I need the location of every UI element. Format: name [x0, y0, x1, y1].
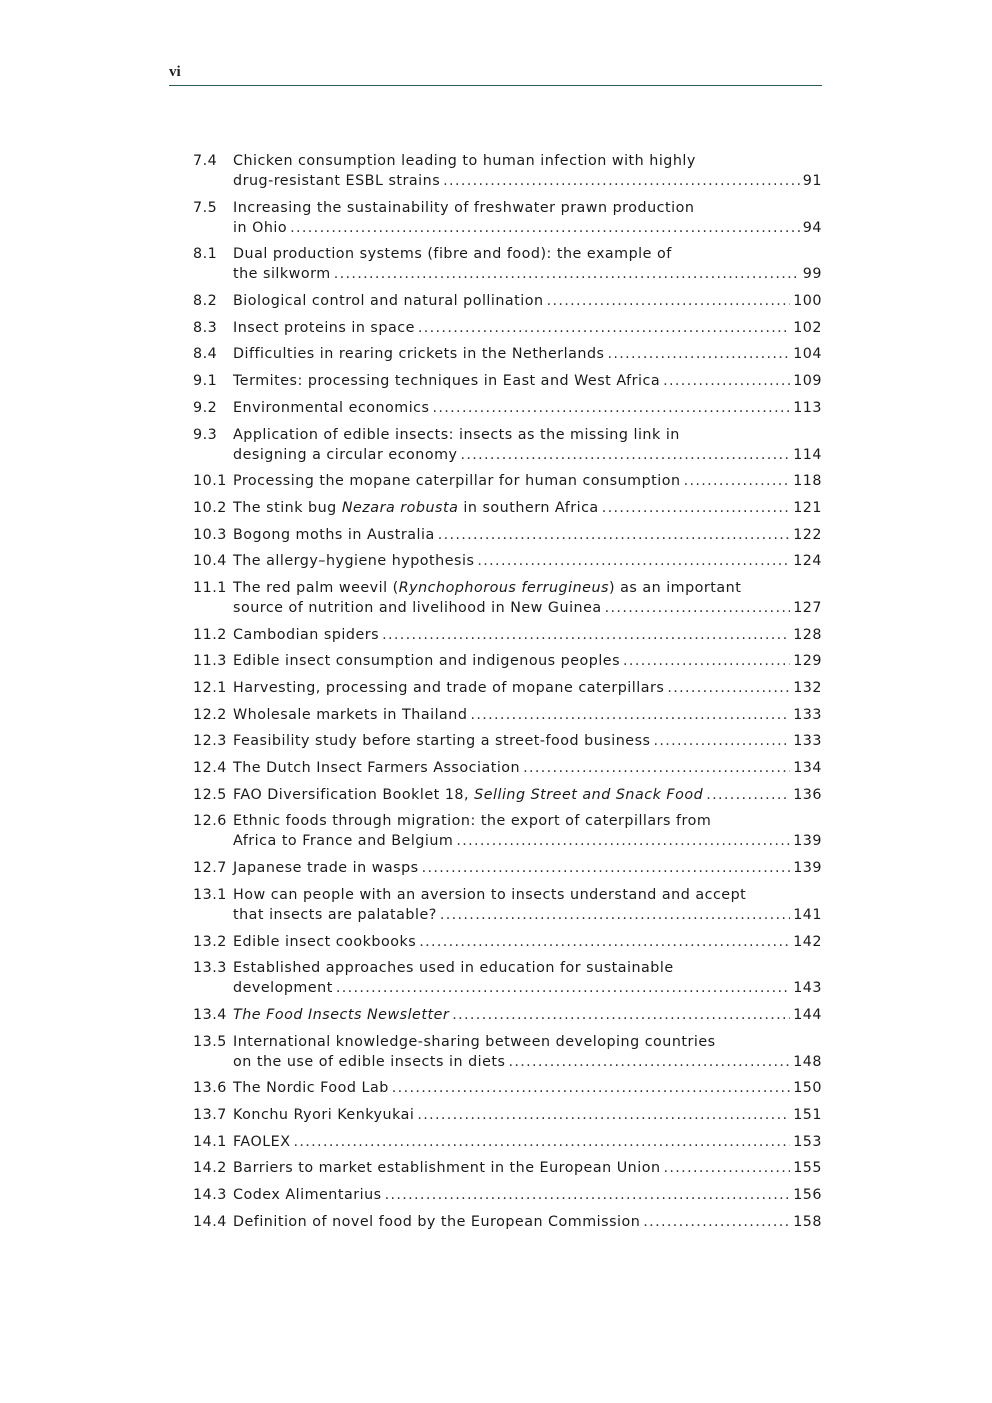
entry-title	[233, 551, 474, 571]
page-number-ref: 136	[793, 786, 822, 803]
dot-leader	[460, 445, 790, 465]
entry-title-text: The Nordic Food Lab	[233, 1080, 389, 1097]
entry-title-line	[233, 264, 822, 284]
page-number-ref: 121	[793, 499, 822, 516]
entry-title-line: Established approaches used in education for sustainable	[233, 960, 674, 977]
toc-entry	[193, 1185, 822, 1205]
entry-title-line	[233, 705, 822, 725]
dot-leader	[664, 1158, 791, 1178]
entry-title-line	[233, 1185, 822, 1205]
toc-entry	[193, 678, 822, 698]
entry-title-text: Processing the mopane caterpillar for human consumption	[233, 473, 681, 490]
entry-title-line	[233, 318, 822, 338]
toc-entry	[193, 578, 822, 618]
entry-number: 13.7	[193, 1106, 227, 1123]
page-number-ref: 153	[793, 1133, 822, 1150]
page-number-ref: 148	[793, 1053, 822, 1070]
entry-title-line	[233, 905, 822, 925]
entry-title-line	[233, 445, 822, 465]
page-number-ref: 134	[793, 760, 822, 777]
dot-leader	[417, 1105, 790, 1125]
dot-leader	[547, 291, 791, 311]
page-number-ref: 113	[793, 399, 822, 416]
entry-title-line: Ethnic foods through migration: the export of caterpillars from	[233, 813, 712, 830]
entry-title	[233, 831, 453, 851]
entry-title	[233, 758, 520, 778]
entry-title-line	[233, 344, 822, 364]
entry-title	[233, 905, 437, 925]
dot-leader	[433, 398, 791, 418]
entry-title-line: International knowledge-sharing between developing countries	[233, 1033, 716, 1050]
page-number-ref: 99	[802, 266, 822, 283]
page-number-ref: 150	[793, 1080, 822, 1097]
dot-leader	[438, 525, 790, 545]
toc-entry	[193, 1212, 822, 1232]
page-number-ref: 144	[793, 1006, 822, 1023]
page-number-ref: 155	[793, 1160, 822, 1177]
entry-title	[233, 932, 416, 952]
dot-leader	[382, 625, 790, 645]
entry-number: 7.4	[193, 153, 218, 169]
toc-entry	[193, 1132, 822, 1152]
page-number-ref: 132	[793, 680, 822, 696]
entry-number: 8.3	[193, 319, 218, 336]
toc-entry	[193, 1158, 822, 1178]
entry-title-text: Barriers to market establishment in the European Union	[233, 1160, 661, 1177]
entry-title	[233, 705, 467, 725]
entry-title-line	[233, 932, 822, 952]
toc-entry	[193, 758, 822, 778]
toc-entry	[193, 625, 822, 645]
dot-leader	[443, 171, 800, 191]
page-number-ref: 94	[802, 219, 822, 236]
entry-title	[233, 1185, 382, 1205]
entry-number: 12.4	[193, 760, 227, 777]
entry-title-text: The allergy–hygiene hypothesis	[233, 553, 475, 570]
toc-entry	[193, 811, 822, 851]
entry-title-line	[233, 471, 822, 491]
dot-leader	[290, 218, 800, 238]
entry-title	[233, 371, 660, 391]
entry-number: 9.2	[193, 399, 218, 416]
entry-title-text: Konchu Ryori Kenkyukai	[233, 1106, 415, 1123]
entry-title-text: Termites: processing techniques in East and West Africa	[233, 373, 661, 390]
page-number-ref: 124	[793, 553, 822, 570]
entry-title	[233, 344, 604, 364]
entry-title	[233, 398, 430, 418]
entry-number: 13.1	[193, 886, 227, 903]
dot-leader	[419, 932, 790, 952]
dot-leader	[470, 705, 790, 725]
entry-number: 11.3	[193, 653, 227, 670]
entry-number: 14.2	[193, 1160, 227, 1177]
entry-title	[233, 498, 599, 518]
entry-title-line: Dual production systems (fibre and food): the example of	[233, 246, 672, 263]
entry-title-line	[233, 758, 822, 778]
entry-title-text: Wholesale markets in Thailand	[233, 706, 468, 723]
entry-title-line	[233, 625, 822, 645]
entry-title	[233, 731, 650, 751]
entry-number: 10.2	[193, 499, 227, 516]
entry-number: 14.4	[193, 1213, 227, 1230]
entry-title-text: Harvesting, processing and trade of mopane caterpillars	[233, 680, 665, 696]
entry-number: 13.4	[193, 1006, 227, 1023]
entry-title-italic: Selling Street and Snack Food	[474, 786, 704, 803]
entry-title	[233, 264, 331, 284]
entry-title-line	[233, 731, 822, 751]
entry-number: 13.3	[193, 960, 227, 977]
entry-title-text: on the use of edible insects in diets	[233, 1053, 506, 1070]
page-number-ref: 151	[793, 1106, 822, 1123]
page-number-ref: 127	[793, 599, 822, 616]
dot-leader	[336, 978, 790, 998]
entry-title-text: in southern Africa	[463, 499, 599, 516]
toc-entry	[193, 318, 822, 338]
entry-title	[233, 598, 602, 618]
toc-entry	[193, 731, 822, 751]
entry-title-line	[233, 831, 822, 851]
entry-title-line	[233, 1052, 822, 1072]
page-number-ref: 129	[793, 653, 822, 670]
page-number-ref: 143	[793, 980, 822, 997]
entry-title-line	[233, 398, 822, 418]
dot-leader	[456, 831, 790, 851]
dot-leader	[643, 1212, 790, 1232]
dot-leader	[653, 731, 790, 751]
entry-title-text: Insect proteins in space	[233, 319, 415, 336]
entry-title	[233, 445, 457, 465]
entry-title	[233, 978, 333, 998]
entry-number: 9.3	[193, 426, 218, 443]
entry-number: 12.1	[193, 680, 227, 696]
page-number-ref: 100	[793, 293, 822, 310]
entry-title-text: development	[233, 980, 333, 997]
toc-entry	[193, 651, 822, 671]
entry-number: 14.3	[193, 1187, 227, 1203]
entry-number: 10.3	[193, 526, 227, 543]
entry-title-line	[233, 978, 822, 998]
entry-number: 13.6	[193, 1080, 227, 1097]
entry-title	[233, 1158, 661, 1178]
entry-title	[233, 1132, 291, 1152]
entry-title-text: Bogong moths in Australia	[233, 526, 435, 543]
entry-number: 8.2	[193, 293, 218, 310]
toc-entry	[193, 198, 822, 238]
dot-leader	[602, 498, 791, 518]
table-of-contents	[193, 151, 822, 1238]
entry-title-text: Difficulties in rearing crickets in the Netherlands	[233, 346, 605, 363]
toc-entry	[193, 1105, 822, 1125]
entry-title-text: Codex Alimentarius	[233, 1187, 382, 1203]
entry-title-line: Increasing the sustainability of freshwater prawn production	[233, 199, 695, 216]
entry-title-line	[233, 1078, 822, 1098]
toc-entry	[193, 471, 822, 491]
entry-title-text: Edible insect cookbooks	[233, 933, 417, 950]
entry-title	[233, 858, 419, 878]
dot-leader	[477, 551, 790, 571]
entry-title-text: the silkworm	[233, 266, 331, 283]
entry-title-italic: Rynchophorous ferrugineus	[398, 579, 609, 596]
entry-title-line	[233, 498, 822, 518]
toc-entry	[193, 371, 822, 391]
page-number-ref: 158	[793, 1213, 822, 1230]
toc-entry	[193, 398, 822, 418]
dot-leader	[392, 1078, 790, 1098]
entry-title-text: Biological control and natural pollination	[233, 293, 544, 310]
entry-title	[233, 785, 703, 805]
entry-title-text: The stink bug	[233, 499, 337, 516]
entry-title-line	[233, 1158, 822, 1178]
toc-entry	[193, 525, 822, 545]
toc-entry	[193, 1078, 822, 1098]
entry-title-line	[233, 1105, 822, 1125]
entry-number: 13.2	[193, 933, 227, 950]
entry-title-line	[233, 785, 822, 805]
entry-number: 7.5	[193, 199, 218, 216]
entry-title-text: source of nutrition and livelihood in New Guinea	[233, 599, 602, 616]
toc-entry	[193, 1032, 822, 1072]
toc-entry	[193, 291, 822, 311]
toc-entry	[193, 785, 822, 805]
entry-number: 8.1	[193, 246, 218, 263]
header-rule	[169, 85, 822, 86]
page-number-ref: 142	[793, 933, 822, 950]
entry-title-text: in Ohio	[233, 219, 288, 236]
dot-leader	[706, 785, 790, 805]
page-number-ref: 109	[793, 373, 822, 390]
toc-entry	[193, 932, 822, 952]
entry-title	[233, 1005, 449, 1025]
entry-title	[233, 525, 435, 545]
dot-leader	[605, 598, 791, 618]
entry-title-text: Environmental economics	[233, 399, 430, 416]
dot-leader	[523, 758, 790, 778]
entry-title-line	[233, 291, 822, 311]
entry-title	[233, 171, 440, 191]
entry-title-text: FAO Diversification Booklet 18,	[233, 786, 470, 803]
entry-title-text: Edible insect consumption and indigenous peoples	[233, 653, 621, 670]
entry-title-text: The red palm weevil (	[233, 579, 399, 596]
entry-number: 11.2	[193, 626, 227, 643]
entry-title-line	[233, 1132, 822, 1152]
page-number-ref: 128	[793, 626, 822, 643]
dot-leader	[422, 858, 791, 878]
entry-title	[233, 1052, 505, 1072]
toc-entry	[193, 344, 822, 364]
dot-leader	[294, 1132, 791, 1152]
toc-entry	[193, 705, 822, 725]
entry-title-line: Application of edible insects: insects as the missing link in	[233, 426, 680, 443]
entry-title-text: Cambodian spiders	[233, 626, 380, 643]
dot-leader	[334, 264, 800, 284]
entry-number: 12.6	[193, 813, 227, 830]
dot-leader	[385, 1185, 791, 1205]
dot-leader	[418, 318, 790, 338]
entry-title-text: designing a circular economy	[233, 446, 458, 463]
entry-title-line	[233, 525, 822, 545]
entry-number: 12.2	[193, 706, 227, 723]
entry-title-text: Africa to France and Belgium	[233, 833, 454, 850]
entry-title-line	[233, 578, 822, 598]
entry-number: 8.4	[193, 346, 218, 363]
entry-title	[233, 1105, 414, 1125]
entry-title-text: Feasibility study before starting a street-food business	[233, 733, 651, 750]
entry-title	[233, 291, 544, 311]
entry-number: 10.1	[193, 473, 227, 490]
toc-entry	[193, 244, 822, 284]
toc-entry	[193, 425, 822, 465]
page-number-ref: 133	[793, 733, 822, 750]
page-number-ref: 102	[793, 319, 822, 336]
toc-entry	[193, 151, 822, 191]
dot-leader	[667, 678, 790, 698]
entry-title	[233, 471, 681, 491]
entry-title-line	[233, 371, 822, 391]
dot-leader	[452, 1005, 790, 1025]
toc-entry	[193, 498, 822, 518]
entry-title	[233, 1078, 389, 1098]
entry-title	[233, 678, 664, 698]
entry-title-text: Japanese trade in wasps	[233, 860, 419, 877]
entry-title-line	[233, 218, 822, 238]
entry-title	[233, 218, 287, 238]
page-number-ref: 141	[793, 906, 822, 923]
entry-title-line	[233, 551, 822, 571]
entry-title-text: The Dutch Insect Farmers Association	[233, 760, 521, 777]
entry-title-line	[233, 858, 822, 878]
toc-entry	[193, 858, 822, 878]
entry-title-line	[233, 598, 822, 618]
page-number-ref: 139	[793, 833, 822, 850]
toc-entry	[193, 958, 822, 998]
page-number-ref: 133	[793, 706, 822, 723]
entry-title-line: How can people with an aversion to insects understand and accept	[233, 886, 747, 903]
entry-title-text: that insects are palatable?	[233, 906, 437, 923]
page-number-ref: 156	[793, 1187, 822, 1203]
dot-leader	[607, 344, 790, 364]
page-number-ref: 118	[793, 473, 822, 490]
entry-title-italic: Nezara robusta	[341, 499, 459, 516]
entry-title-text: drug-resistant ESBL strains	[233, 173, 441, 189]
toc-entry	[193, 551, 822, 571]
entry-number: 13.5	[193, 1033, 227, 1050]
entry-title-italic: The Food Insects Newsletter	[233, 1006, 450, 1023]
entry-number: 12.5	[193, 786, 227, 803]
entry-title-line	[233, 171, 822, 191]
entry-number: 11.1	[193, 579, 227, 596]
page-number-ref: 104	[793, 346, 822, 363]
page-number-ref: 91	[802, 173, 822, 189]
entry-title-line	[233, 678, 822, 698]
entry-number: 10.4	[193, 553, 227, 570]
entry-number: 14.1	[193, 1133, 227, 1150]
entry-title-text: FAOLEX	[233, 1133, 291, 1150]
entry-title	[233, 625, 379, 645]
entry-title-text: Definition of novel food by the European Commission	[233, 1213, 641, 1230]
dot-leader	[684, 471, 791, 491]
entry-title	[233, 318, 415, 338]
page-number-ref: 122	[793, 526, 822, 543]
entry-title-line	[233, 651, 822, 671]
entry-title-line	[233, 1005, 822, 1025]
dot-leader	[440, 905, 790, 925]
entry-title	[233, 651, 620, 671]
page-number-ref: 139	[793, 860, 822, 877]
entry-number: 12.3	[193, 733, 227, 750]
page-number-ref: 114	[793, 446, 822, 463]
entry-title-line	[233, 1212, 822, 1232]
entry-number: 9.1	[193, 373, 218, 390]
entry-title	[233, 1212, 640, 1232]
entry-title-line: Chicken consumption leading to human infection with highly	[233, 153, 696, 169]
dot-leader	[508, 1052, 790, 1072]
toc-entry	[193, 1005, 822, 1025]
entry-title-text: ) as an important	[608, 579, 742, 596]
toc-entry	[193, 885, 822, 925]
entry-number: 12.7	[193, 860, 227, 877]
dot-leader	[623, 651, 790, 671]
dot-leader	[663, 371, 790, 391]
page-number: vi	[169, 64, 181, 80]
